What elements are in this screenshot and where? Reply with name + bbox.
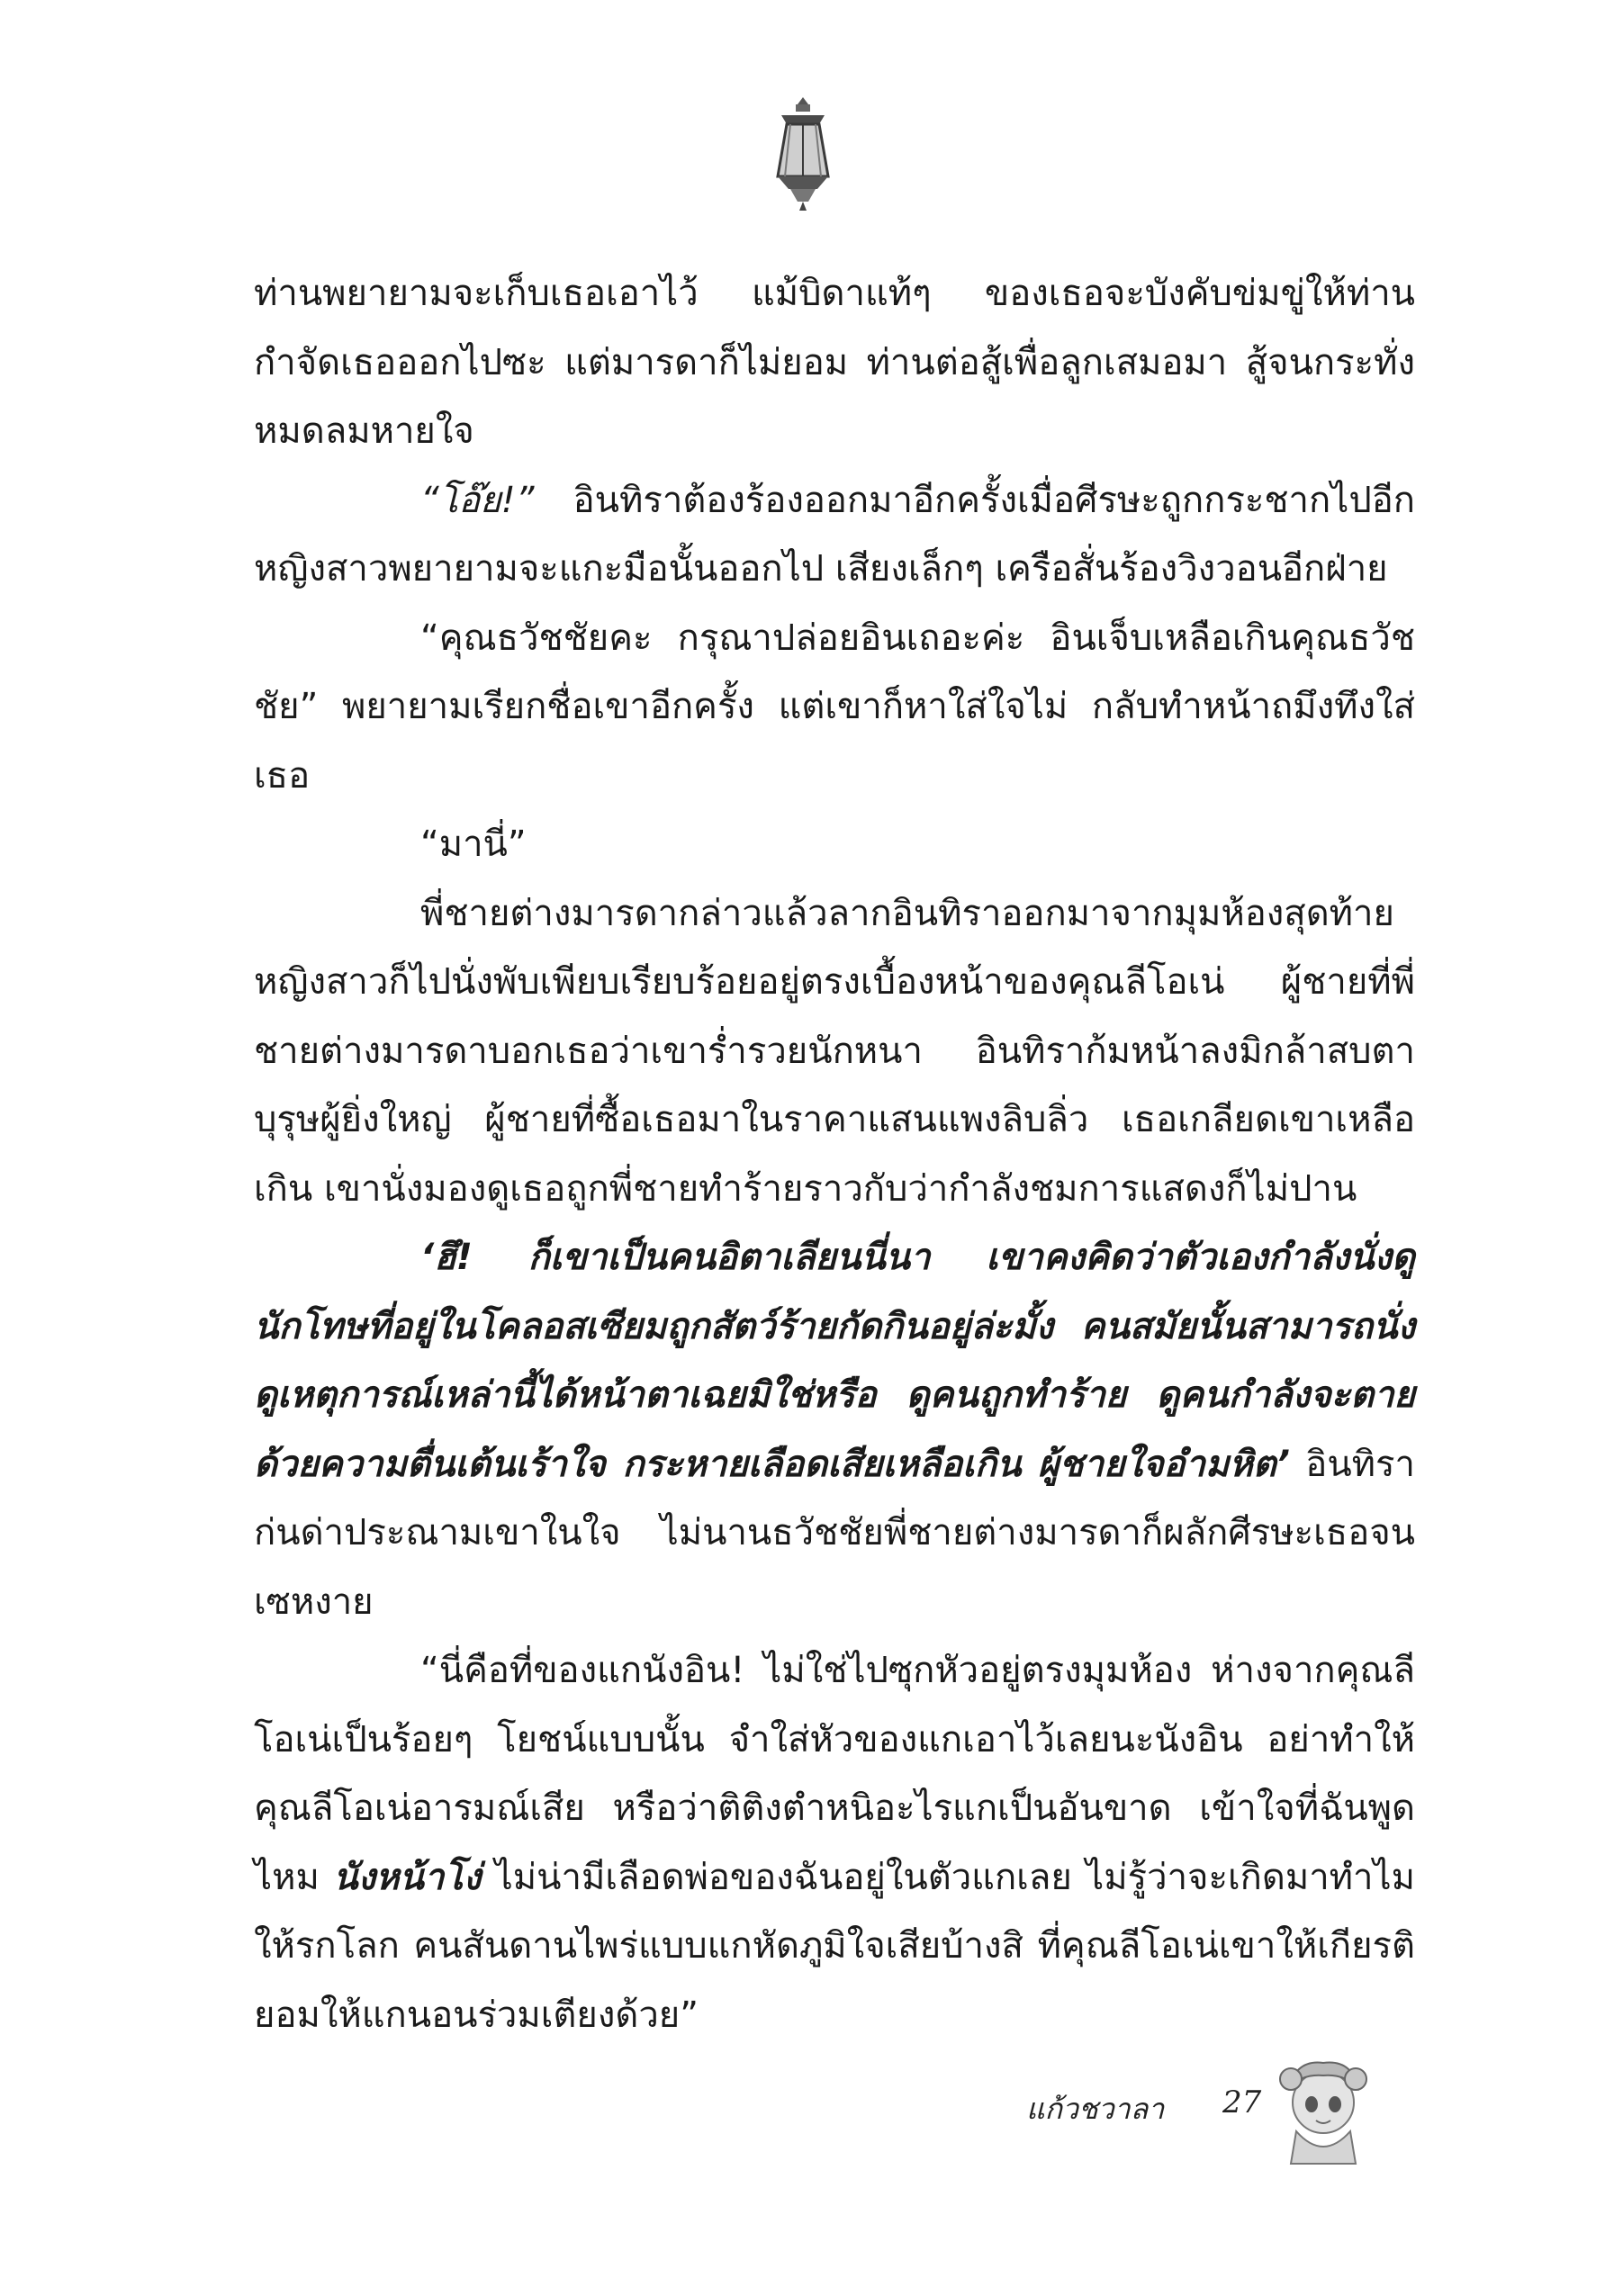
- text-segment: พี่ชายต่างมารดากล่าวแล้วลากอินทิราออกมาจากมุมห้องสุดท้ายหญิงสาวก็ไปนั่งพับเพียบเรียบร้อยอยู่ตรงเบื้องหน้าของคุณลีโอเน่ ผู้ชายที่พี่ชายต่างมารดาบอกเธอว่าเขาร่ำรวยนักหนา อินทิราก้มหน้าลงมิกล้าสบตาบุรุษผู้ยิ่งใหญ่ ผู้ชายที่ซื้อเธอมาในราคาแสนแพงลิบลิ่ว เธอเกลียดเขาเหลือเกิน เขานั่งมองดูเธอถูกพี่ชายทำร้ายราวกับว่ากำลังชมการแสดงก็ไม่ปาน: [254, 892, 1415, 1210]
- text-segment: ‘ฮึ! ก็เขาเป็นคนอิตาเลียนนี่นา เขาคงคิดว่าตัวเองกำลังนั่งดูนักโทษที่อยู่ในโคลอสเซียมถูกสัตว์ร้ายกัดกินอยู่ล่ะมั้ง คนสมัยนั้นสามารถนั่งดูเหตุการณ์เหล่านี้ได้หน้าตาเฉยมิใช่หรือ ดูคนถูกทำร้าย ดูคนกำลังจะตายด้วยความตื่นเต้นเร้าใจ กระหายเลือดเสียเหลือเกิน ผู้ชายใจอำมหิต’: [254, 1237, 1415, 1485]
- text-segment: ท่านพยายามจะเก็บเธอเอาไว้ แม้บิดาแท้ๆ ของเธอจะบังคับข่มขู่ให้ท่านกำจัดเธอออกไปซะ แต่มารดาก็ไม่ยอม ท่านต่อสู้เพื่อลูกเสมอมา สู้จนกระทั่งหมดลมหายใจ: [254, 273, 1415, 452]
- story-text: [254, 259, 1415, 2049]
- lantern-ornament-icon: [763, 94, 843, 214]
- paragraph: [254, 1223, 1415, 1636]
- text-segment: “มานี่”: [420, 824, 527, 865]
- paragraph: [254, 259, 1415, 466]
- page-number: 27: [1222, 2084, 1262, 2120]
- text-segment: “คุณธวัชชัยคะ กรุณาปล่อยอินเถอะค่ะ อินเจ็บเหลือเกินคุณธวัชชัย” พยายามเรียกชื่อเขาอีกครั้ง แต่เขาก็หาใส่ใจไม่ กลับทำหน้าถมึงทึงใส่เธอ: [254, 617, 1415, 797]
- paragraph: [254, 810, 1415, 879]
- text-segment: ไม่น่ามีเลือดพ่อของฉันอยู่ในตัวแกเลย ไม่รู้ว่าจะเกิดมาทำไมให้รกโลก คนสันดานไพร่แบบแกหัดภูมิใจเสียบ้างสิ ที่คุณลีโอเน่เขาให้เกียรติยอมให้แกนอนร่วมเตียงด้วย”: [254, 1856, 1415, 2036]
- book-title: แก้วชวาลา: [1026, 2092, 1165, 2126]
- text-segment: “โอ๊ย!”: [420, 479, 535, 521]
- text-segment: อินทิราต้องร้องออกมาอีกครั้งเมื่อศีรษะถูกกระชากไปอีก หญิงสาวพยายามจะแกะมือนั้นออกไป เสียงเล็กๆ เครือสั่นร้องวิงวอนอีกฝ่าย: [254, 479, 1415, 590]
- text-segment: “นี่คือที่ของแกนังอิน! ไม่ใช่ไปซุกหัวอยู่ตรงมุมห้อง ห่างจากคุณลีโอเน่เป็นร้อยๆ โยชน์แบบนั้น จำใส่หัวของแกเอาไว้เลยนะนังอิน อย่าทำให้คุณลีโอเน่อารมณ์เสีย หรือว่าติติงตำหนิอะไรแกเป็นอันขาด เข้าใจที่ฉันพูดไหม: [254, 1650, 1415, 1898]
- page-footer: [918, 2061, 1386, 2196]
- text-segment: นังหน้าโง่: [333, 1856, 482, 1898]
- paragraph: [254, 879, 1415, 1224]
- paragraph: [254, 466, 1415, 604]
- paragraph: [254, 1636, 1415, 2049]
- mascot-illustration-icon: [1269, 2052, 1377, 2169]
- paragraph: [254, 604, 1415, 811]
- text-segment: อินทิราก่นด่าประณามเขาในใจ ไม่นานธวัชชัยพี่ชายต่างมารดาก็ผลักศีรษะเธอจนเซหงาย: [254, 1443, 1415, 1623]
